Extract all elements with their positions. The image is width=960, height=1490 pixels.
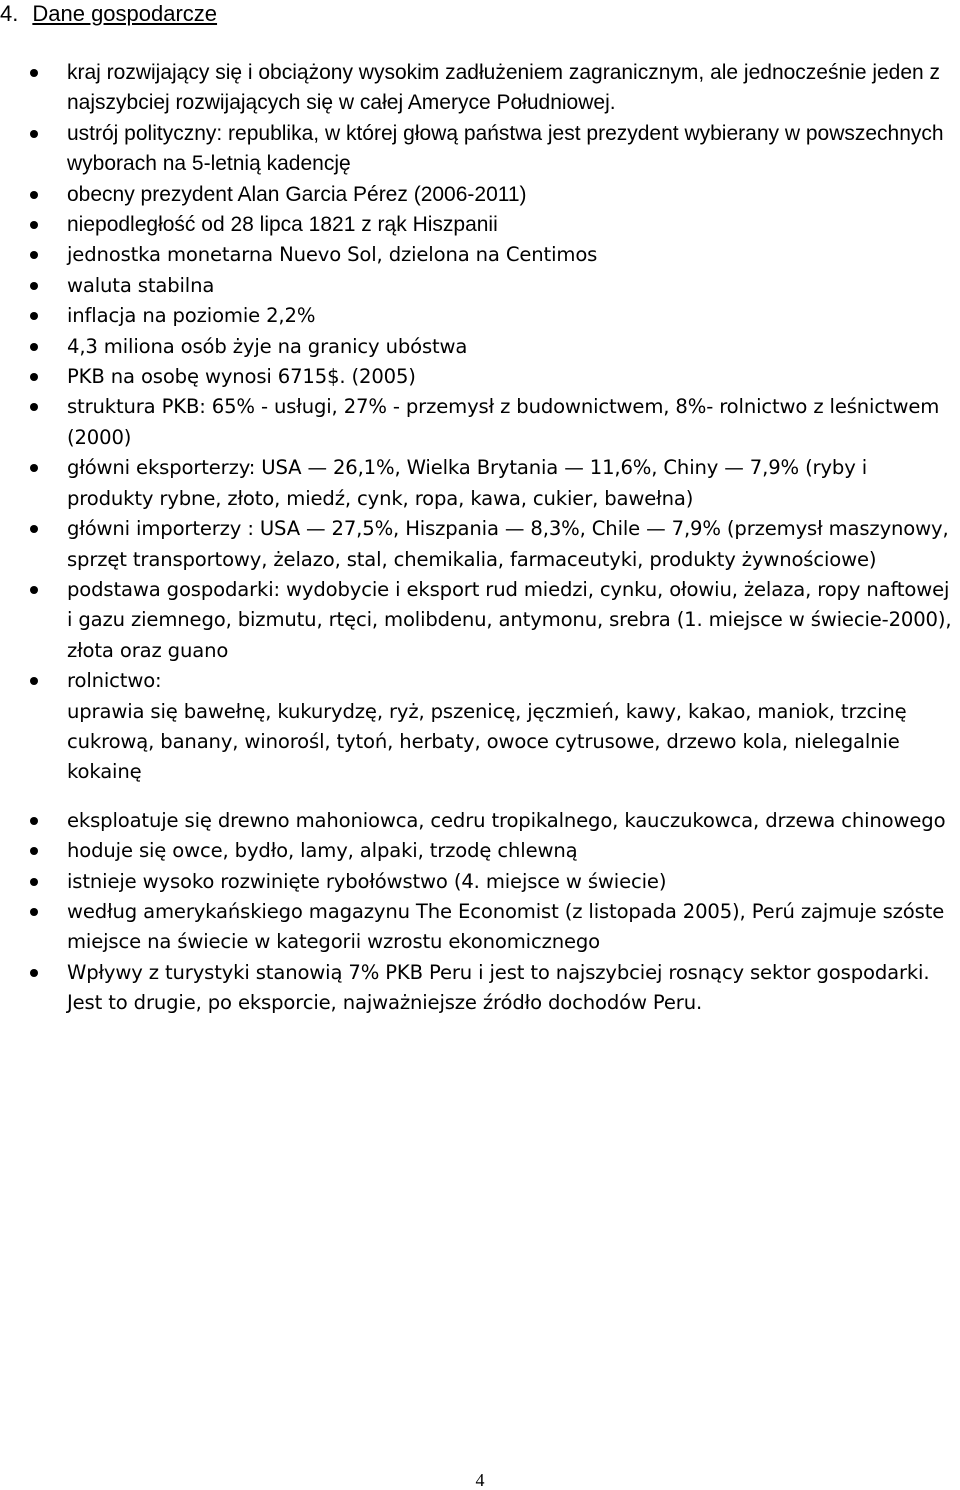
list-item-text: struktura PKB: 65% - usługi, 27% - przemysł z budownictwem, 8%- rolnictwo z leśnictwem (2000)	[67, 395, 940, 449]
list-item-text: kraj rozwijający się i obciążony wysokim zadłużeniem zagranicznym, ale jednocześnie jeden z najszybciej rozwijających się w całej Ameryce Południowej.	[67, 61, 941, 115]
list-item	[0, 392, 960, 453]
list-item-text: jednostka monetarna Nuevo Sol, dzielona na Centimos	[67, 243, 598, 267]
page-number: 4	[475, 1470, 485, 1490]
list-item-text: inflacja na poziomie 2,2%	[67, 304, 316, 328]
list-item	[0, 240, 960, 270]
list-item	[0, 58, 960, 119]
list-item	[0, 806, 960, 836]
bullet-list	[0, 58, 960, 1019]
bullet-icon	[30, 191, 38, 199]
bullet-icon	[30, 69, 38, 77]
section-title: Dane gospodarcze	[32, 1, 218, 26]
bullet-icon	[30, 373, 38, 381]
list-item-text: główni importerzy : USA — 27,5%, Hiszpania — 8,3%, Chile — 7,9% (przemysł maszynowy, sprzęt transportowy, żelazo, stal, chemikalia, farmaceutyki, produkty żywnościowe)	[67, 517, 949, 571]
list-item	[0, 301, 960, 331]
bullet-icon	[30, 908, 38, 916]
list-item	[0, 836, 960, 866]
bullet-icon	[30, 343, 38, 351]
list-item-text: waluta stabilna	[67, 273, 215, 297]
bullet-icon	[30, 251, 38, 259]
list-item-text: hoduje się owce, bydło, lamy, alpaki, trzodę chlewną	[67, 839, 578, 863]
bullet-icon	[30, 677, 38, 685]
list-item-text: według amerykańskiego magazynu The Economist (z listopada 2005), Perú zajmuje szóste miejsce na świecie w kategorii wzrostu ekonomicznego	[67, 899, 945, 954]
bullet-icon	[30, 878, 38, 886]
bullet-icon	[30, 312, 38, 320]
list-item-text: obecny prezydent Alan Garcia Pérez (2006-2011)	[67, 182, 527, 206]
list-item	[0, 332, 960, 362]
list-item-text: główni eksporterzy: USA — 26,1%, Wielka Brytania — 11,6%, Chiny — 7,9% (ryby i produkty rybne, złoto, miedź, cynk, ropa, kawa, cukier, bawełna)	[67, 456, 868, 510]
list-item	[0, 575, 960, 666]
section-number: 4.	[0, 1, 19, 26]
list-item	[0, 119, 960, 180]
list-item	[0, 958, 960, 1019]
bullet-icon	[30, 464, 38, 472]
list-item	[0, 210, 960, 240]
list-item-text: podstawa gospodarki: wydobycie i eksport rud miedzi, cynku, ołowiu, żelaza, ropy naftowej i gazu ziemnego, bizmutu, rtęci, molibdenu, antymonu, srebra (1. miejsce w świecie-2000), złota oraz guano	[67, 577, 952, 662]
list-item	[0, 271, 960, 301]
bullet-icon	[30, 847, 38, 855]
bullet-icon	[30, 525, 38, 533]
bullet-icon	[30, 130, 38, 138]
bullet-icon	[30, 817, 38, 825]
list-item-subtext: uprawia się bawełnę, kukurydzę, ryż, pszenicę, jęczmień, kawy, kakao, maniok, trzcinę cukrową, banany, winorośl, tytoń, herbaty, owoce cytrusowe, drzewo kola, nielegalnie kokainę	[67, 699, 907, 784]
list-item	[0, 666, 960, 788]
list-item-text: eksploatuje się drewno mahoniowca, cedru tropikalnego, kauczukowca, drzewa chinowego	[67, 808, 946, 832]
list-item-text: Wpływy z turystyki stanowią 7% PKB Peru i jest to najszybciej rosnący sektor gospodarki. Jest to drugie, po eksporcie, najważniejsze źródło dochodów Peru.	[67, 960, 930, 1015]
bullet-icon	[30, 282, 38, 290]
list-item-text: 4,3 miliona osób żyje na granicy ubóstwa	[67, 334, 468, 358]
list-item-text: rolnictwo:	[67, 669, 162, 693]
bullet-icon	[30, 221, 38, 229]
section-heading	[0, 0, 217, 28]
list-item	[0, 362, 960, 392]
bullet-icon	[30, 969, 38, 977]
list-item-text: istnieje wysoko rozwinięte rybołówstwo (4. miejsce w świecie)	[67, 869, 667, 893]
list-item	[0, 867, 960, 897]
list-item	[0, 180, 960, 210]
list-item	[0, 453, 960, 514]
list-item	[0, 897, 960, 958]
list-item	[0, 514, 960, 575]
bullet-icon	[30, 586, 38, 594]
list-item-text: niepodległość od 28 lipca 1821 z rąk Hiszpanii	[67, 213, 498, 237]
list-item-text: PKB na osobę wynosi 6715$. (2005)	[67, 365, 416, 389]
bullet-icon	[30, 403, 38, 411]
list-item-text: ustrój polityczny: republika, w której głową państwa jest prezydent wybierany w powszechnych wyborach na 5-letnią kadencję	[67, 121, 944, 176]
